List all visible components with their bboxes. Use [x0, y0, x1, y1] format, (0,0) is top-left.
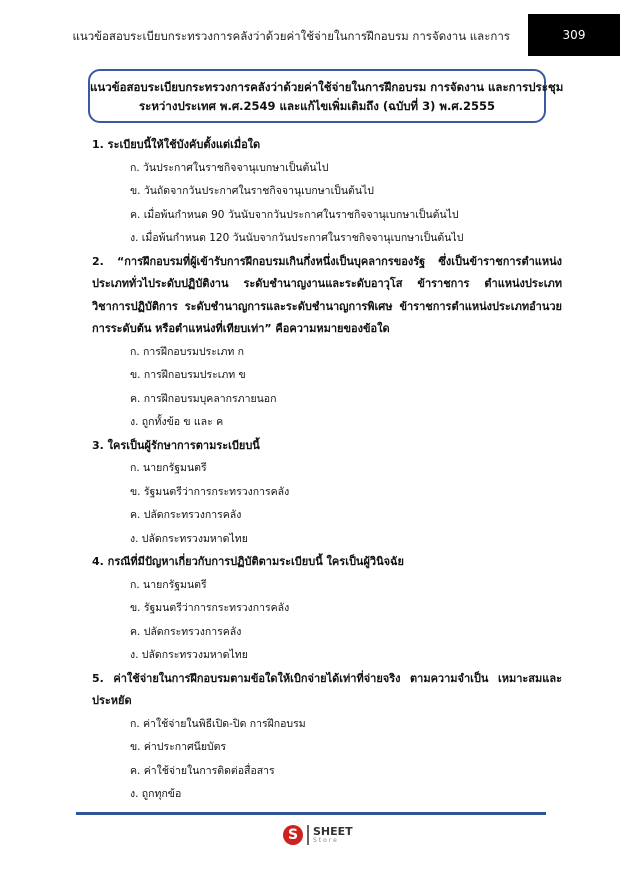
page-number: 309: [528, 14, 620, 56]
option-5a: ก. ค่าใช้จ่ายในพิธีเปิด-ปิด การฝึกอบรม: [130, 717, 306, 730]
title-box: [88, 69, 564, 123]
question-2: [92, 251, 562, 435]
title-line-1: แนวข้อสอบระเบียบกระทรวงการคลังว่าด้วยค่าใช้จ่ายในการฝึกอบรม การจัดงาน และการประชุม: [90, 80, 564, 94]
footer-divider: [76, 812, 546, 815]
title-line-2: ระหว่างประเทศ พ.ศ.2549 และแก้ไขเพิ่มเติมถึง (ฉบับที่ 3) พ.ศ.2555: [138, 99, 496, 113]
question-3: [92, 435, 562, 552]
question-text: 3. ใครเป็นผู้รักษาการตามระเบียบนี้: [92, 438, 260, 452]
option-4a: ก. นายกรัฐมนตรี: [130, 578, 207, 591]
option-3c: ค. ปลัดกระทรวงการคลัง: [130, 509, 242, 521]
logo-divider: [307, 825, 309, 845]
option-2b: ข. การฝึกอบรมประเภท ข: [130, 369, 246, 381]
question-text: 2. “การฝึกอบรมที่ผู้เข้ารับการฝึกอบรมเกินกึ่งหนึ่งเป็นบุคลากรของรัฐ ซึ่งเป็นข้าราชการตำแหน่งประเภททั่วไประดับปฏิบัติงาน ระดับชำนาญงานและระดับอาวุโส ข้าราชการ ตำแหน่งประเภทวิชาการปฏิบัติการ ระดับชำนาญการและระดับชำนาญการพิเศษ ข้าราชการตำแหน่งประเภทอำนวยการระดับต้น หรือตำแหน่งที่เทียบเท่า” คือความหมายของข้อใด: [92, 254, 562, 335]
option-1d: ง. เมื่อพ้นกำหนด 120 วันนับจากวันประกาศในราชกิจจานุเบกษาเป็นต้นไป: [130, 232, 464, 244]
running-header: แนวข้อสอบระเบียบกระทรวงการคลังว่าด้วยค่าใช้จ่ายในการฝึกอบรม การจัดงาน และการ: [72, 29, 510, 43]
option-5c: ค. ค่าใช้จ่ายในการติดต่อสื่อสาร: [130, 764, 275, 777]
option-3b: ข. รัฐมนตรีว่าการกระทรวงการคลัง: [130, 485, 290, 498]
question-text: 1. ระเบียบนี้ให้ใช้บังคับตั้งแต่เมื่อใด: [92, 138, 261, 151]
option-2c: ค. การฝึกอบรมบุคลากรภายนอก: [130, 392, 277, 405]
question-list: [92, 134, 562, 807]
logo-wordmark: [313, 826, 353, 844]
option-3d: ง. ปลัดกระทรวงมหาดไทย: [130, 532, 248, 545]
logo-subtext: Store: [313, 837, 339, 844]
question-text: 5. ค่าใช้จ่ายในการฝึกอบรมตามข้อใดให้เบิกจ่ายได้เท่าที่จ่ายจริง ตามความจำเป็น เหมาะสมและประหยัด: [92, 671, 562, 707]
option-2a: ก. การฝึกอบรมประเภท ก: [130, 345, 245, 358]
option-3a: ก. นายกรัฐมนตรี: [130, 462, 207, 474]
logo-mark-icon: S: [283, 825, 303, 845]
option-1c: ค. เมื่อพ้นกำหนด 90 วันนับจากวันประกาศในราชกิจจานุเบกษาเป็นต้นไป: [130, 208, 459, 221]
option-1b: ข. วันถัดจากวันประกาศในราชกิจจานุเบกษาเป็นต้นไป: [130, 185, 374, 197]
option-5d: ง. ถูกทุกข้อ: [130, 788, 182, 800]
option-4c: ค. ปลัดกระทรวงการคลัง: [130, 625, 242, 638]
logo-text: SHEET: [313, 825, 353, 838]
option-4d: ง. ปลัดกระทรวงมหาดไทย: [130, 649, 248, 661]
option-1a: ก. วันประกาศในราชกิจจานุเบกษาเป็นต้นไป: [130, 161, 329, 174]
sheet-store-logo: [283, 822, 353, 848]
question-text: 4. กรณีที่มีปัญหาเกี่ยวกับการปฏิบัติตามระเบียบนี้ ใครเป็นผู้วินิจฉัย: [92, 555, 404, 568]
option-2d: ง. ถูกทั้งข้อ ข และ ค: [130, 416, 224, 428]
question-1: [92, 134, 562, 251]
option-5b: ข. ค่าประกาศนียบัตร: [130, 741, 227, 753]
option-4b: ข. รัฐมนตรีว่าการกระทรวงการคลัง: [130, 602, 290, 614]
question-5: [92, 668, 562, 807]
question-4: [92, 551, 562, 668]
